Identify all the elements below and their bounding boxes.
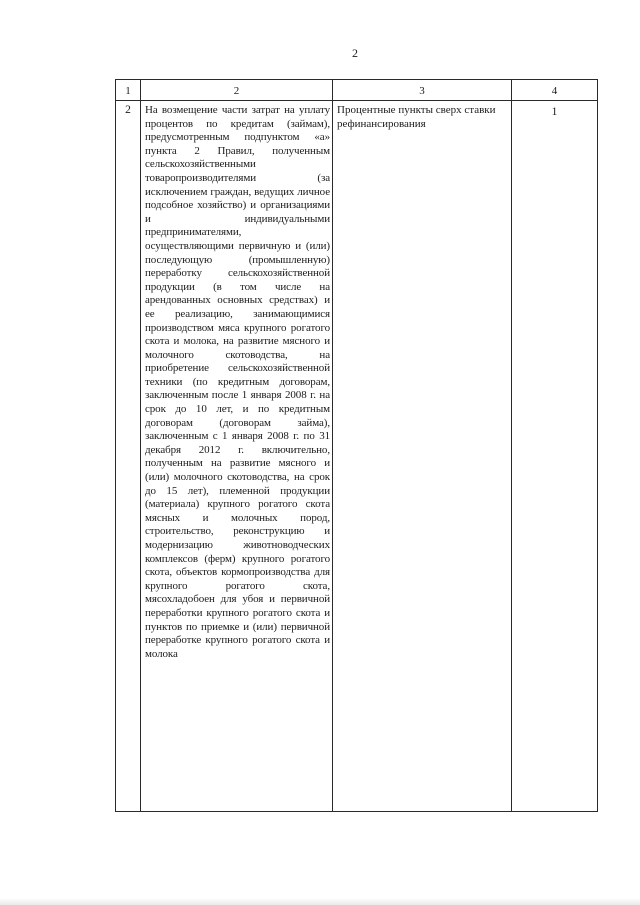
column-header-1 <box>116 80 141 101</box>
page-number: 2 <box>352 46 358 60</box>
column-header-4 <box>512 80 598 101</box>
column-header-2 <box>141 80 333 101</box>
column-header-3-label: 3 <box>419 85 425 97</box>
row-description: На возмещение части затрат на уплату процентов по кредитам (займам), предусмотренным подпунктом «а» пункта 2 Правил, полученным сельскохозяйственными товаропроизводителями (за исключением граждан, ведущих личное подсобное хозяйство) и организациями и индивидуальными предпринимателями, осуществляющими первичную и (или) последующую (промышленную) переработку сельскохозяйственной продукции (в том числе на арендованных основных средствах) и ее реализацию, занимающимися производством мяса крупного рогатого скота и молока, на развитие мясного и молочного скотоводства, на приобретение сельскохозяйственной техники (по кредитным договорам, заключенным после 1 января 2008 г. на срок до 10 лет, и по кредитным договорам (договорам займа), заключенным с 1 января 2008 г. по 31 декабря 2012 г. включительно, полученным на развитие мясного и (или) молочного скотоводства, на срок до 15 лет), племенной продукции (материала) крупного рогатого скота мясных и молочных пород, строительство, реконструкцию и модернизацию животноводческих комплексов (ферм) крупного рогатого скота, объектов кормопроизводства для крупного рогатого скота, мясохладобоен для убоя и первичной переработки крупного рогатого скота и пунктов по приемке и (или) первичной переработке крупного рогатого скота и молока <box>141 101 333 812</box>
column-header-1-label: 1 <box>125 85 131 97</box>
table-row <box>116 101 598 812</box>
table-header-row <box>116 80 598 101</box>
column-header-2-label: 2 <box>233 85 240 97</box>
row-value: 1 <box>512 101 598 812</box>
scan-bottom-edge <box>0 898 640 905</box>
column-header-3 <box>333 80 512 101</box>
column-header-4-label: 4 <box>551 85 558 97</box>
row-unit: Процентные пункты сверх ставки рефинансирования <box>333 101 512 812</box>
document-table <box>115 79 598 812</box>
row-number: 2 <box>116 101 141 812</box>
